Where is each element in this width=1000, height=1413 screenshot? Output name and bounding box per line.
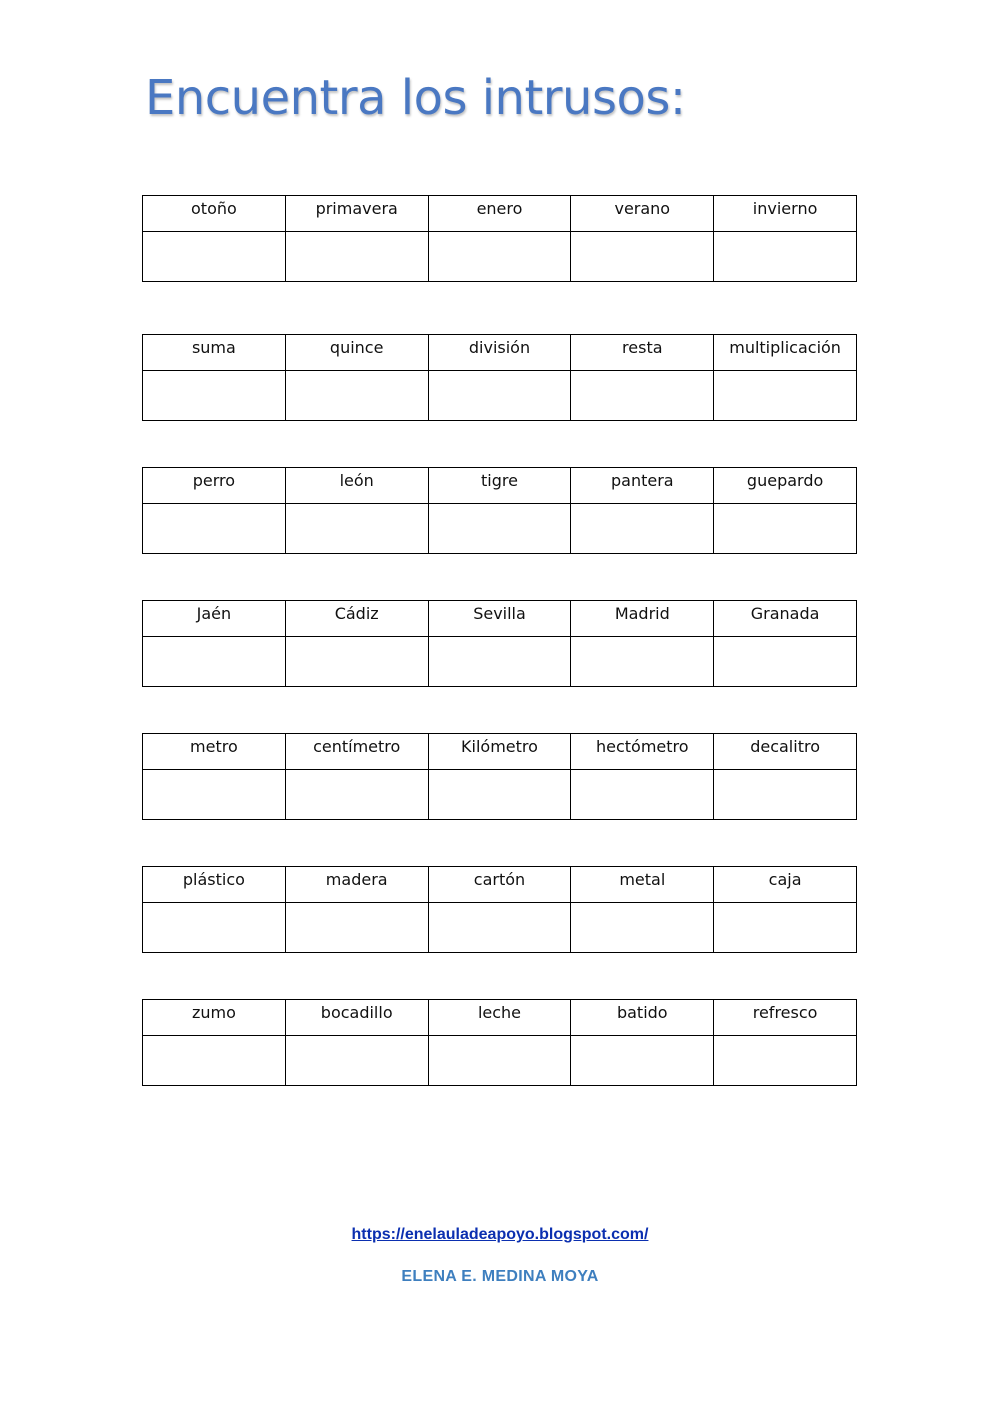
- author-name: ELENA E. MEDINA MOYA: [401, 1268, 599, 1285]
- answer-cell[interactable]: [285, 1036, 428, 1086]
- word-table-3: [142, 467, 857, 554]
- word-cell: guepardo: [714, 468, 857, 504]
- answer-cell[interactable]: [428, 637, 571, 687]
- word-cell: león: [285, 468, 428, 504]
- word-cell: Granada: [714, 601, 857, 637]
- word-table-7: [142, 999, 857, 1086]
- word-cell: verano: [571, 196, 714, 232]
- answer-cell[interactable]: [428, 770, 571, 820]
- word-table-5: [142, 733, 857, 820]
- word-cell: pantera: [571, 468, 714, 504]
- word-cell: metro: [143, 734, 286, 770]
- word-cell: Madrid: [571, 601, 714, 637]
- answer-cell[interactable]: [571, 232, 714, 282]
- blog-link[interactable]: https://enelauladeapoyo.blogspot.com/: [351, 1226, 649, 1243]
- answer-cell[interactable]: [143, 770, 286, 820]
- word-cell: quince: [285, 335, 428, 371]
- word-table-1: [142, 195, 857, 282]
- word-cell: leche: [428, 1000, 571, 1036]
- word-cell: primavera: [285, 196, 428, 232]
- word-cell: Kilómetro: [428, 734, 571, 770]
- word-cell: multiplicación: [714, 335, 857, 371]
- word-cell: resta: [571, 335, 714, 371]
- word-cell: Cádiz: [285, 601, 428, 637]
- word-cell: otoño: [143, 196, 286, 232]
- answer-cell[interactable]: [571, 637, 714, 687]
- answer-cell[interactable]: [143, 371, 286, 421]
- word-cell: plástico: [143, 867, 286, 903]
- word-cell: perro: [143, 468, 286, 504]
- answer-cell[interactable]: [571, 1036, 714, 1086]
- word-cell: centímetro: [285, 734, 428, 770]
- answer-cell[interactable]: [285, 903, 428, 953]
- word-cell: caja: [714, 867, 857, 903]
- answer-cell[interactable]: [143, 903, 286, 953]
- answer-cell[interactable]: [428, 903, 571, 953]
- word-cell: batido: [571, 1000, 714, 1036]
- word-cell: división: [428, 335, 571, 371]
- word-cell: suma: [143, 335, 286, 371]
- answer-cell[interactable]: [428, 232, 571, 282]
- answer-cell[interactable]: [285, 371, 428, 421]
- word-table-4: [142, 600, 857, 687]
- word-cell: zumo: [143, 1000, 286, 1036]
- word-cell: bocadillo: [285, 1000, 428, 1036]
- answer-cell[interactable]: [143, 504, 286, 554]
- answer-cell[interactable]: [714, 504, 857, 554]
- answer-cell[interactable]: [428, 371, 571, 421]
- answer-cell[interactable]: [714, 903, 857, 953]
- word-cell: decalitro: [714, 734, 857, 770]
- answer-cell[interactable]: [428, 1036, 571, 1086]
- answer-cell[interactable]: [285, 637, 428, 687]
- answer-cell[interactable]: [285, 504, 428, 554]
- word-cell: metal: [571, 867, 714, 903]
- word-table-2: [142, 334, 857, 421]
- answer-cell[interactable]: [143, 1036, 286, 1086]
- answer-cell[interactable]: [571, 504, 714, 554]
- word-cell: Sevilla: [428, 601, 571, 637]
- answer-cell[interactable]: [428, 504, 571, 554]
- word-cell: refresco: [714, 1000, 857, 1036]
- word-cell: invierno: [714, 196, 857, 232]
- word-cell: cartón: [428, 867, 571, 903]
- word-cell: Jaén: [143, 601, 286, 637]
- answer-cell[interactable]: [143, 637, 286, 687]
- answer-cell[interactable]: [714, 637, 857, 687]
- answer-cell[interactable]: [714, 1036, 857, 1086]
- answer-cell[interactable]: [143, 232, 286, 282]
- page-title: Encuentra los intrusos:: [145, 70, 686, 126]
- word-cell: madera: [285, 867, 428, 903]
- word-cell: enero: [428, 196, 571, 232]
- answer-cell[interactable]: [714, 232, 857, 282]
- answer-cell[interactable]: [714, 770, 857, 820]
- answer-cell[interactable]: [285, 232, 428, 282]
- word-cell: tigre: [428, 468, 571, 504]
- answer-cell[interactable]: [571, 371, 714, 421]
- answer-cell[interactable]: [285, 770, 428, 820]
- answer-cell[interactable]: [571, 903, 714, 953]
- word-cell: hectómetro: [571, 734, 714, 770]
- answer-cell[interactable]: [714, 371, 857, 421]
- word-table-6: [142, 866, 857, 953]
- answer-cell[interactable]: [571, 770, 714, 820]
